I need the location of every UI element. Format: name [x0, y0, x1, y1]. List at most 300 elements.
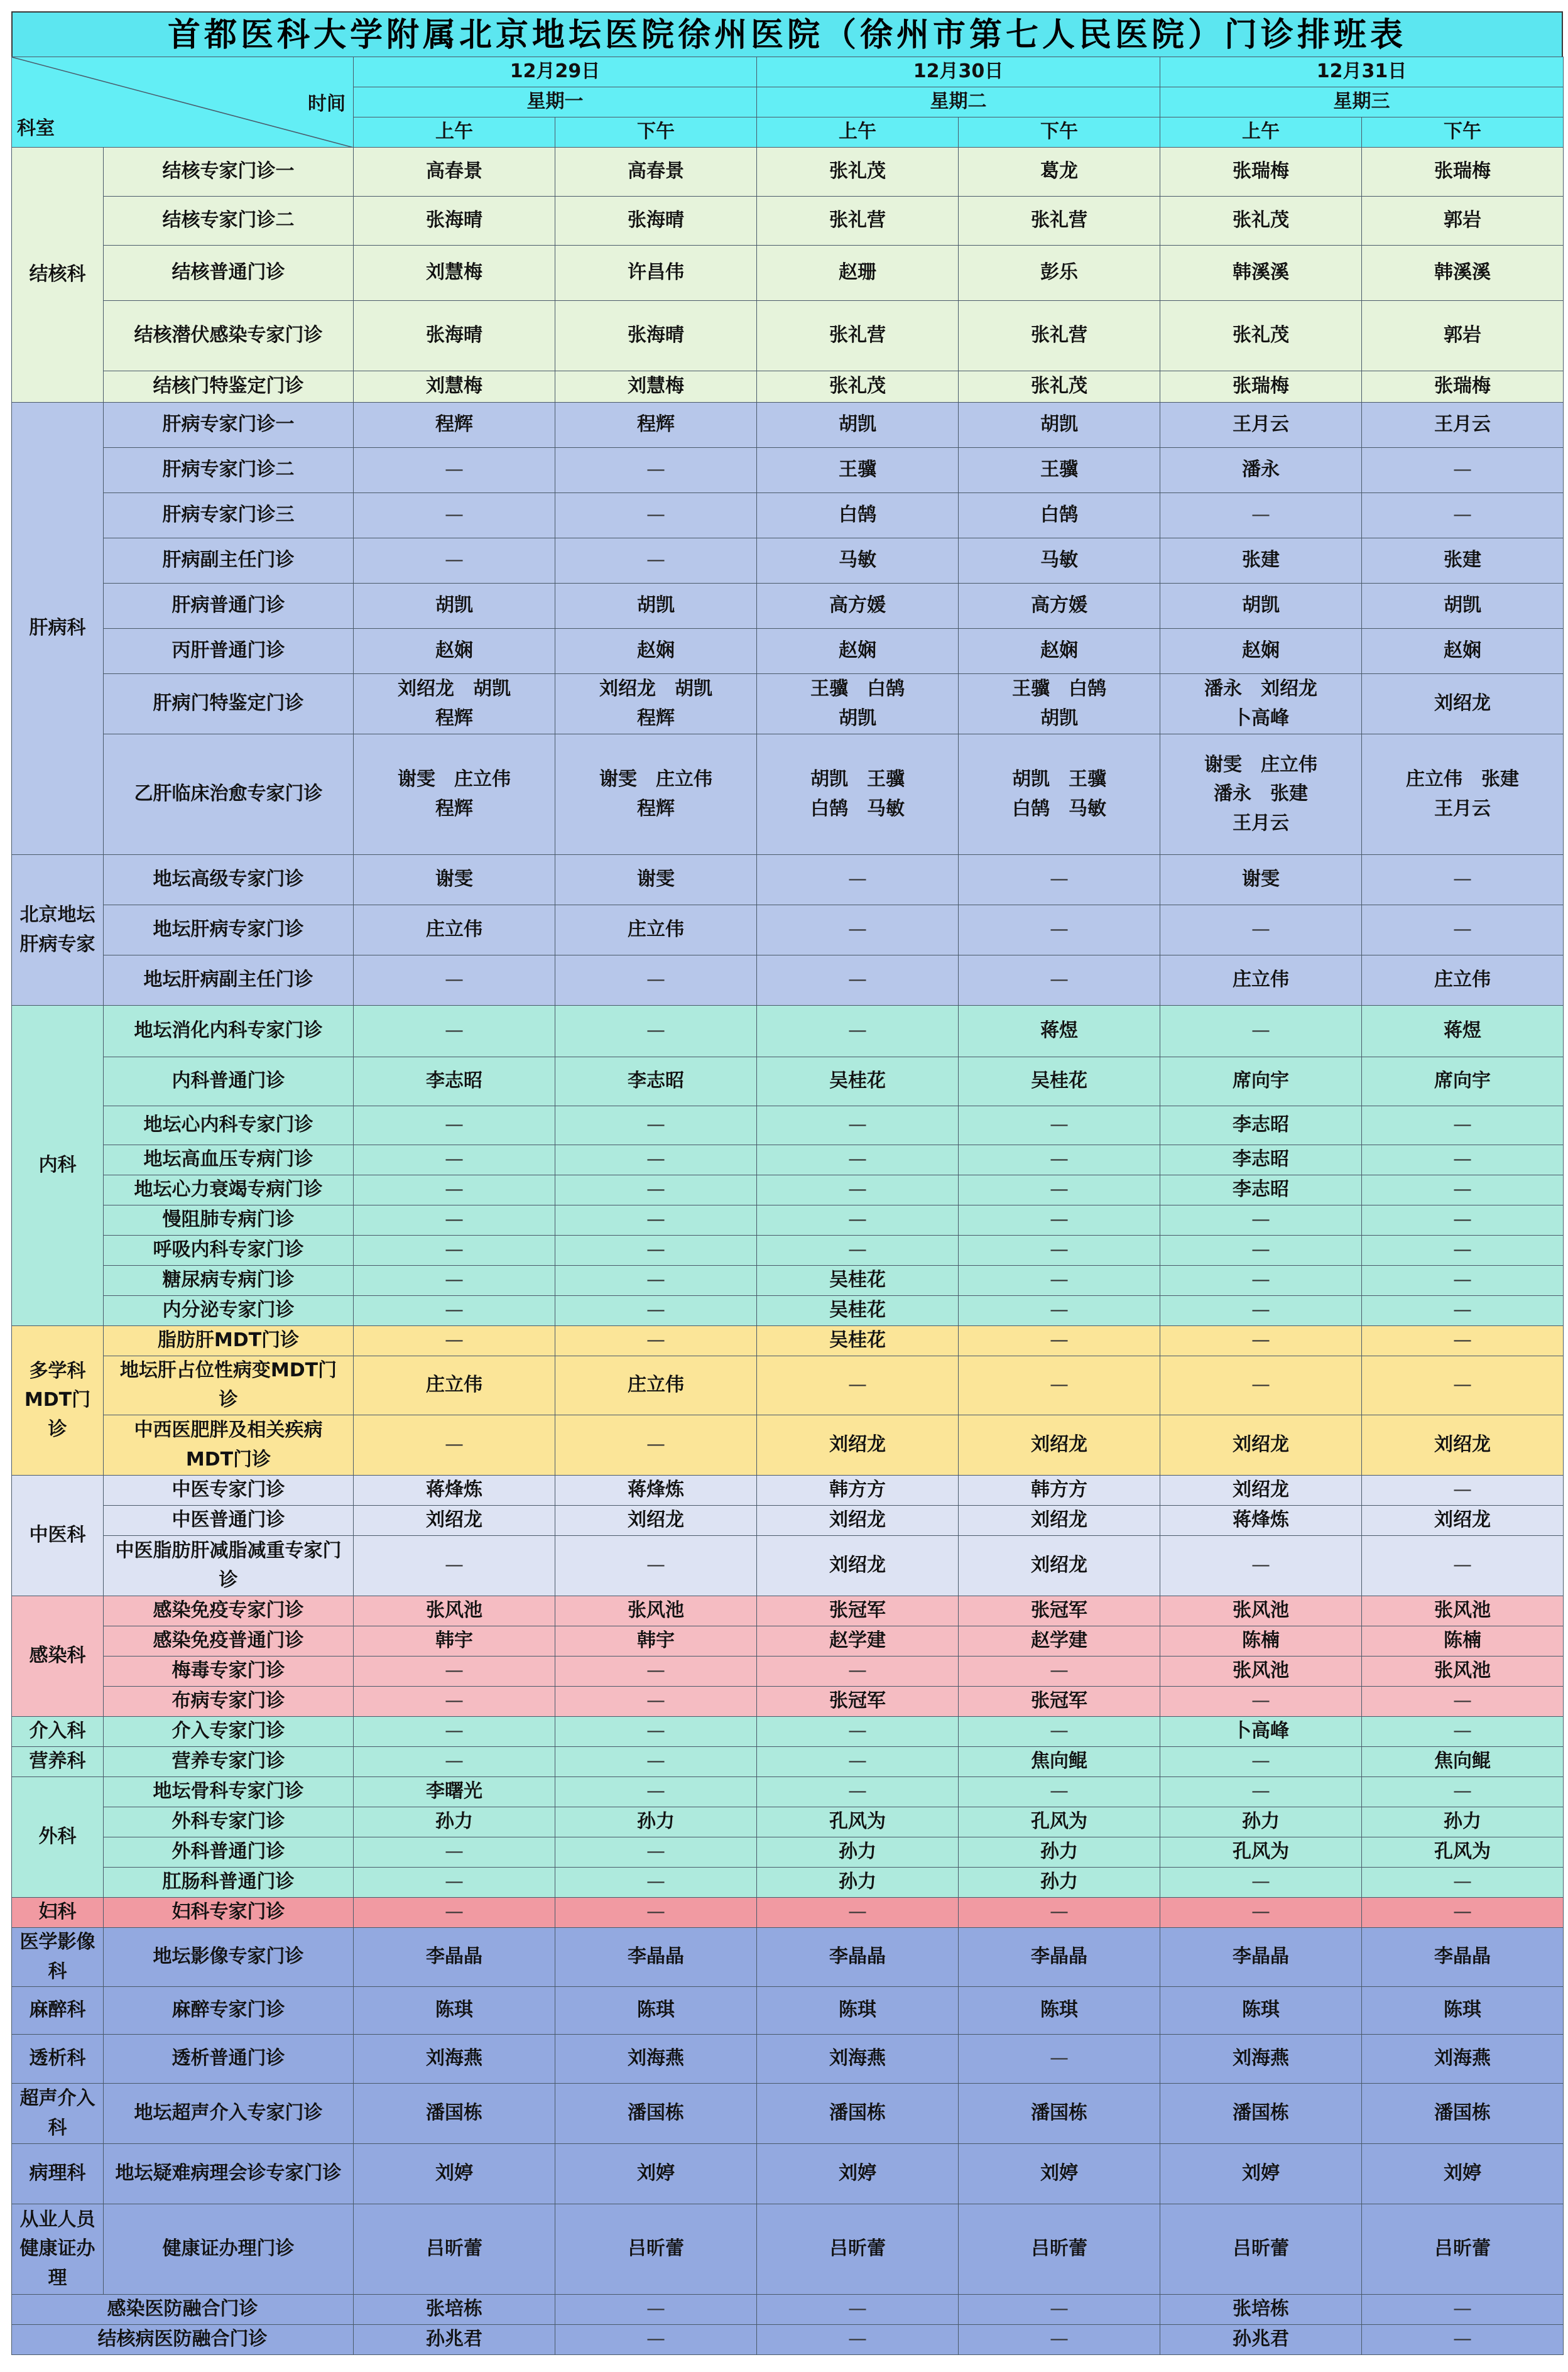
doctor-cell: 陈琪 — [555, 1987, 757, 2035]
doctor-cell: 陈楠 — [1362, 1626, 1564, 1657]
pm-header: 下午 — [555, 117, 757, 148]
doctor-cell: — — [757, 955, 959, 1006]
clinic-name: 慢阻肺专病门诊 — [104, 1205, 354, 1236]
doctor-cell: — — [555, 1657, 757, 1687]
doctor-cell: 胡凯 — [555, 584, 757, 629]
doctor-cell: 吕昕蕾 — [354, 2204, 555, 2295]
clinic-name: 中西医肥胖及相关疾病 MDT门诊 — [104, 1415, 354, 1476]
doctor-cell: — — [757, 1356, 959, 1415]
doctor-cell: — — [1160, 1747, 1362, 1777]
doctor-cell: 吕昕蕾 — [555, 2204, 757, 2295]
doctor-cell: — — [1160, 1266, 1362, 1296]
doctor-cell: — — [1160, 1006, 1362, 1057]
department-name: 从业人员 健康证办 理 — [12, 2204, 104, 2295]
doctor-cell: — — [757, 1777, 959, 1807]
doctor-cell: 张风池 — [1160, 1596, 1362, 1626]
doctor-cell: 吕昕蕾 — [959, 2204, 1160, 2295]
doctor-cell: 蒋煜 — [1362, 1006, 1564, 1057]
doctor-cell: 潘国栋 — [757, 2084, 959, 2144]
schedule-row — [12, 1006, 1564, 1057]
doctor-cell: 白鹄 — [959, 493, 1160, 538]
doctor-cell: 王骥 白鹄 胡凯 — [959, 674, 1160, 734]
doctor-cell: — — [555, 448, 757, 493]
doctor-cell: 李志昭 — [555, 1057, 757, 1106]
doctor-cell: 陈琪 — [354, 1987, 555, 2035]
doctor-cell: — — [354, 1266, 555, 1296]
doctor-cell: — — [757, 1898, 959, 1928]
clinic-name: 地坛高血压专病门诊 — [104, 1145, 354, 1175]
doctor-cell: 刘婷 — [1160, 2144, 1362, 2204]
doctor-cell: 庄立伟 — [354, 1356, 555, 1415]
clinic-name: 结核潜伏感染专家门诊 — [104, 301, 354, 371]
doctor-cell: — — [757, 1006, 959, 1057]
clinic-name: 介入专家门诊 — [104, 1717, 354, 1747]
doctor-cell: — — [354, 1205, 555, 1236]
doctor-cell: 高春景 — [354, 148, 555, 197]
doctor-cell: 赵学建 — [757, 1626, 959, 1657]
doctor-cell: 李晶晶 — [354, 1928, 555, 1987]
doctor-cell: — — [555, 1868, 757, 1898]
schedule-row — [12, 1596, 1564, 1626]
doctor-cell: 赵娴 — [757, 629, 959, 674]
doctor-cell: 郭岩 — [1362, 197, 1564, 246]
clinic-name: 结核专家门诊一 — [104, 148, 354, 197]
schedule-row — [12, 734, 1564, 855]
doctor-cell: — — [757, 1106, 959, 1145]
doctor-cell: 潘国栋 — [354, 2084, 555, 2144]
doctor-cell: 张风池 — [555, 1596, 757, 1626]
doctor-cell: — — [1362, 1717, 1564, 1747]
schedule-row — [12, 1987, 1564, 2035]
doctor-cell: 刘绍龙 胡凯 程辉 — [354, 674, 555, 734]
doctor-cell: — — [757, 1205, 959, 1236]
clinic-name: 丙肝普通门诊 — [104, 629, 354, 674]
doctor-cell: — — [354, 955, 555, 1006]
doctor-cell: 张风池 — [1160, 1657, 1362, 1687]
doctor-cell: — — [354, 1106, 555, 1145]
clinic-name: 地坛心力衰竭专病门诊 — [104, 1175, 354, 1205]
doctor-cell: — — [354, 1657, 555, 1687]
clinic-name: 地坛肝病专家门诊 — [104, 905, 354, 955]
doctor-cell: 张礼营 — [757, 197, 959, 246]
am-header: 上午 — [757, 117, 959, 148]
doctor-cell: — — [1160, 1205, 1362, 1236]
weekday-header: 星期一 — [354, 87, 757, 117]
doctor-cell: — — [1362, 1898, 1564, 1928]
schedule-table — [11, 57, 1564, 2355]
clinic-name: 布病专家门诊 — [104, 1687, 354, 1717]
schedule-row — [12, 1536, 1564, 1596]
clinic-name: 内分泌专家门诊 — [104, 1296, 354, 1326]
clinic-name: 结核病医防融合门诊 — [12, 2325, 354, 2355]
doctor-cell: 马敏 — [757, 538, 959, 584]
clinic-name: 地坛消化内科专家门诊 — [104, 1006, 354, 1057]
schedule-row — [12, 1898, 1564, 1928]
schedule-row — [12, 1777, 1564, 1807]
doctor-cell: 孙兆君 — [354, 2325, 555, 2355]
doctor-cell: 刘海燕 — [1160, 2035, 1362, 2084]
clinic-name: 梅毒专家门诊 — [104, 1657, 354, 1687]
doctor-cell: 谢雯 庄立伟 潘永 张建 王月云 — [1160, 734, 1362, 855]
doctor-cell: 吕昕蕾 — [757, 2204, 959, 2295]
doctor-cell: — — [757, 1236, 959, 1266]
doctor-cell: — — [959, 1145, 1160, 1175]
doctor-cell: — — [1160, 1868, 1362, 1898]
department-name: 内科 — [12, 1006, 104, 1326]
doctor-cell: — — [959, 1657, 1160, 1687]
doctor-cell: 李志昭 — [1160, 1175, 1362, 1205]
schedule-row — [12, 1837, 1564, 1868]
doctor-cell: — — [354, 538, 555, 584]
doctor-cell: 韩方方 — [757, 1476, 959, 1506]
doctor-cell: 吴桂花 — [757, 1057, 959, 1106]
doctor-cell: — — [1362, 2325, 1564, 2355]
doctor-cell: 张瑞梅 — [1160, 148, 1362, 197]
doctor-cell: — — [354, 1006, 555, 1057]
corner-diagonal — [12, 57, 354, 148]
schedule-row — [12, 493, 1564, 538]
doctor-cell: 陈琪 — [1362, 1987, 1564, 2035]
doctor-cell: 潘国栋 — [959, 2084, 1160, 2144]
doctor-cell: 张建 — [1160, 538, 1362, 584]
doctor-cell: 胡凯 王骥 白鹄 马敏 — [757, 734, 959, 855]
doctor-cell: 李晶晶 — [1160, 1928, 1362, 1987]
doctor-cell: 白鹄 — [757, 493, 959, 538]
clinic-name: 地坛肝占位性病变MDT门 诊 — [104, 1356, 354, 1415]
doctor-cell: 张培栋 — [354, 2295, 555, 2325]
doctor-cell: — — [1362, 1266, 1564, 1296]
doctor-cell: — — [1362, 855, 1564, 905]
doctor-cell: 张冠军 — [959, 1596, 1160, 1626]
doctor-cell: 胡凯 王骥 白鹄 马敏 — [959, 734, 1160, 855]
page-title: 首都医科大学附属北京地坛医院徐州医院（徐州市第七人民医院）门诊排班表 — [11, 11, 1563, 57]
schedule-row — [12, 2144, 1564, 2204]
doctor-cell: — — [1160, 1356, 1362, 1415]
doctor-cell: — — [1160, 905, 1362, 955]
schedule-row — [12, 448, 1564, 493]
doctor-cell: 王月云 — [1160, 403, 1362, 448]
doctor-cell: 胡凯 — [1362, 584, 1564, 629]
doctor-cell: — — [555, 955, 757, 1006]
schedule-row — [12, 371, 1564, 403]
doctor-cell: — — [1362, 448, 1564, 493]
doctor-cell: — — [1362, 1326, 1564, 1356]
clinic-name: 地坛影像专家门诊 — [104, 1928, 354, 1987]
doctor-cell: 程辉 — [555, 403, 757, 448]
doctor-cell: 吴桂花 — [757, 1326, 959, 1356]
schedule-row — [12, 1868, 1564, 1898]
doctor-cell: — — [354, 493, 555, 538]
doctor-cell: 张礼茂 — [1160, 301, 1362, 371]
schedule-row — [12, 1296, 1564, 1326]
doctor-cell: — — [757, 905, 959, 955]
schedule-row — [12, 1476, 1564, 1506]
schedule-row — [12, 1626, 1564, 1657]
doctor-cell: — — [354, 1898, 555, 1928]
doctor-cell: 陈楠 — [1160, 1626, 1362, 1657]
doctor-cell: — — [1160, 1898, 1362, 1928]
department-name: 营养科 — [12, 1747, 104, 1777]
doctor-cell: 赵娴 — [1160, 629, 1362, 674]
doctor-cell: 程辉 — [354, 403, 555, 448]
am-header: 上午 — [354, 117, 555, 148]
doctor-cell: 张瑞梅 — [1160, 371, 1362, 403]
doctor-cell: 孙力 — [1362, 1807, 1564, 1837]
doctor-cell: — — [555, 1837, 757, 1868]
doctor-cell: 韩溪溪 — [1160, 246, 1362, 301]
clinic-name: 中医普通门诊 — [104, 1506, 354, 1536]
clinic-name: 结核门特鉴定门诊 — [104, 371, 354, 403]
doctor-cell: — — [959, 855, 1160, 905]
doctor-cell: 谢雯 庄立伟 程辉 — [354, 734, 555, 855]
doctor-cell: — — [354, 448, 555, 493]
schedule-row — [12, 629, 1564, 674]
doctor-cell: 孙力 — [555, 1807, 757, 1837]
clinic-name: 地坛心内科专家门诊 — [104, 1106, 354, 1145]
doctor-cell: 张礼茂 — [757, 148, 959, 197]
schedule-row — [12, 2295, 1564, 2325]
doctor-cell: 刘绍龙 — [959, 1415, 1160, 1476]
schedule-row — [12, 1717, 1564, 1747]
doctor-cell: 胡凯 — [959, 403, 1160, 448]
doctor-cell: — — [1362, 1106, 1564, 1145]
doctor-cell: 王骥 白鹄 胡凯 — [757, 674, 959, 734]
doctor-cell: — — [555, 1717, 757, 1747]
doctor-cell: 刘绍龙 — [1362, 1415, 1564, 1476]
schedule-row — [12, 1928, 1564, 1987]
department-name: 超声介入 科 — [12, 2084, 104, 2144]
clinic-name: 感染免疫专家门诊 — [104, 1596, 354, 1626]
doctor-cell: 刘慧梅 — [555, 371, 757, 403]
doctor-cell: — — [555, 2325, 757, 2355]
schedule-row — [12, 584, 1564, 629]
doctor-cell: — — [354, 1415, 555, 1476]
doctor-cell: — — [1362, 1687, 1564, 1717]
doctor-cell: 吴桂花 — [757, 1296, 959, 1326]
doctor-cell: — — [757, 855, 959, 905]
doctor-cell: 陈琪 — [1160, 1987, 1362, 2035]
doctor-cell: — — [757, 1145, 959, 1175]
doctor-cell: — — [959, 1236, 1160, 1266]
schedule-row — [12, 674, 1564, 734]
doctor-cell: — — [959, 1777, 1160, 1807]
department-name: 病理科 — [12, 2144, 104, 2204]
doctor-cell: 张瑞梅 — [1362, 371, 1564, 403]
schedule-row — [12, 1356, 1564, 1415]
doctor-cell: — — [757, 1657, 959, 1687]
doctor-cell: 韩溪溪 — [1362, 246, 1564, 301]
doctor-cell: 蒋煜 — [959, 1006, 1160, 1057]
doctor-cell: 庄立伟 — [354, 905, 555, 955]
doctor-cell: — — [354, 1868, 555, 1898]
doctor-cell: — — [1362, 1536, 1564, 1596]
doctor-cell: — — [354, 1326, 555, 1356]
doctor-cell: — — [1160, 1687, 1362, 1717]
doctor-cell: — — [555, 1106, 757, 1145]
department-name: 感染科 — [12, 1596, 104, 1717]
doctor-cell: 孙力 — [1160, 1807, 1362, 1837]
doctor-cell: — — [1160, 1536, 1362, 1596]
department-name: 中医科 — [12, 1476, 104, 1596]
doctor-cell: — — [555, 1266, 757, 1296]
doctor-cell: 李志昭 — [1160, 1106, 1362, 1145]
doctor-cell: 李志昭 — [1160, 1145, 1362, 1175]
doctor-cell: — — [1362, 1777, 1564, 1807]
doctor-cell: 高方媛 — [959, 584, 1160, 629]
schedule-row — [12, 1415, 1564, 1476]
doctor-cell: 刘绍龙 — [757, 1506, 959, 1536]
doctor-cell: 张培栋 — [1160, 2295, 1362, 2325]
doctor-cell: 刘绍龙 — [959, 1506, 1160, 1536]
doctor-cell: — — [555, 2295, 757, 2325]
doctor-cell: 潘国栋 — [1160, 2084, 1362, 2144]
schedule-row — [12, 1205, 1564, 1236]
doctor-cell: 吕昕蕾 — [1362, 2204, 1564, 2295]
department-name: 透析科 — [12, 2035, 104, 2084]
clinic-name: 地坛肝病副主任门诊 — [104, 955, 354, 1006]
clinic-name: 透析普通门诊 — [104, 2035, 354, 2084]
doctor-cell: 孔风为 — [1362, 1837, 1564, 1868]
schedule-row — [12, 1687, 1564, 1717]
clinic-name: 肝病专家门诊一 — [104, 403, 354, 448]
doctor-cell: 席向宇 — [1362, 1057, 1564, 1106]
doctor-cell: 陈琪 — [959, 1987, 1160, 2035]
doctor-cell: 刘慧梅 — [354, 371, 555, 403]
doctor-cell: 李晶晶 — [1362, 1928, 1564, 1987]
doctor-cell: — — [555, 493, 757, 538]
schedule-row — [12, 538, 1564, 584]
doctor-cell: 张礼茂 — [757, 371, 959, 403]
doctor-cell: 李晶晶 — [757, 1928, 959, 1987]
clinic-name: 中医专家门诊 — [104, 1476, 354, 1506]
doctor-cell: — — [1362, 905, 1564, 955]
doctor-cell: — — [555, 538, 757, 584]
doctor-cell: 吴桂花 — [959, 1057, 1160, 1106]
doctor-cell: 赵娴 — [555, 629, 757, 674]
doctor-cell: — — [555, 1326, 757, 1356]
doctor-cell: 葛龙 — [959, 148, 1160, 197]
doctor-cell: — — [959, 1175, 1160, 1205]
clinic-name: 地坛高级专家门诊 — [104, 855, 354, 905]
pm-header: 下午 — [1362, 117, 1564, 148]
doctor-cell: 马敏 — [959, 538, 1160, 584]
doctor-cell: — — [757, 1747, 959, 1777]
department-name: 结核科 — [12, 148, 104, 403]
doctor-cell: — — [555, 1747, 757, 1777]
doctor-cell: 孔风为 — [959, 1807, 1160, 1837]
doctor-cell: 蒋烽炼 — [354, 1476, 555, 1506]
doctor-cell: 胡凯 — [757, 403, 959, 448]
doctor-cell: 蒋烽炼 — [555, 1476, 757, 1506]
doctor-cell: 赵娴 — [959, 629, 1160, 674]
doctor-cell: — — [959, 1296, 1160, 1326]
doctor-cell: 韩方方 — [959, 1476, 1160, 1506]
doctor-cell: 刘婷 — [1362, 2144, 1564, 2204]
doctor-cell: — — [959, 2325, 1160, 2355]
clinic-name: 结核普通门诊 — [104, 246, 354, 301]
doctor-cell: — — [1362, 1205, 1564, 1236]
schedule-row — [12, 403, 1564, 448]
doctor-cell: 赵娴 — [354, 629, 555, 674]
doctor-cell: 刘海燕 — [555, 2035, 757, 2084]
doctor-cell: — — [959, 1326, 1160, 1356]
doctor-cell: 张冠军 — [757, 1687, 959, 1717]
schedule-row — [12, 148, 1564, 197]
schedule-row — [12, 1506, 1564, 1536]
weekday-header: 星期二 — [757, 87, 1160, 117]
doctor-cell: — — [354, 1536, 555, 1596]
doctor-cell: 李晶晶 — [959, 1928, 1160, 1987]
doctor-cell: 赵娴 — [1362, 629, 1564, 674]
doctor-cell: 庄立伟 张建 王月云 — [1362, 734, 1564, 855]
doctor-cell: — — [555, 1687, 757, 1717]
clinic-name: 健康证办理门诊 — [104, 2204, 354, 2295]
schedule-row — [12, 1236, 1564, 1266]
clinic-name: 感染免疫普通门诊 — [104, 1626, 354, 1657]
clinic-name: 肝病门特鉴定门诊 — [104, 674, 354, 734]
schedule-row — [12, 855, 1564, 905]
doctor-cell: 胡凯 — [354, 584, 555, 629]
doctor-cell: 潘国栋 — [1362, 2084, 1564, 2144]
doctor-cell: 刘婷 — [757, 2144, 959, 2204]
doctor-cell: — — [959, 1205, 1160, 1236]
schedule-row — [12, 1106, 1564, 1145]
dept-label: 科室 — [17, 117, 55, 139]
doctor-cell: 谢雯 — [555, 855, 757, 905]
schedule-row — [12, 2325, 1564, 2355]
schedule-row — [12, 1145, 1564, 1175]
doctor-cell: — — [959, 1106, 1160, 1145]
doctor-cell: — — [959, 905, 1160, 955]
doctor-cell: 张冠军 — [757, 1596, 959, 1626]
doctor-cell: — — [1362, 1175, 1564, 1205]
department-name: 医学影像 科 — [12, 1928, 104, 1987]
schedule-row — [12, 1747, 1564, 1777]
doctor-cell: 郭岩 — [1362, 301, 1564, 371]
doctor-cell: — — [757, 1717, 959, 1747]
doctor-cell: 赵学建 — [959, 1626, 1160, 1657]
doctor-cell: 王骥 — [959, 448, 1160, 493]
doctor-cell: — — [555, 1296, 757, 1326]
doctor-cell: — — [354, 1175, 555, 1205]
doctor-cell: — — [757, 1175, 959, 1205]
clinic-name: 麻醉专家门诊 — [104, 1987, 354, 2035]
doctor-cell: — — [959, 1717, 1160, 1747]
doctor-cell: 张海晴 — [555, 197, 757, 246]
doctor-cell: 张风池 — [354, 1596, 555, 1626]
doctor-cell: 吴桂花 — [757, 1266, 959, 1296]
doctor-cell: — — [959, 1266, 1160, 1296]
schedule-row — [12, 1326, 1564, 1356]
doctor-cell: — — [1362, 493, 1564, 538]
schedule-row — [12, 1175, 1564, 1205]
department-name: 介入科 — [12, 1717, 104, 1747]
doctor-cell: — — [354, 1717, 555, 1747]
doctor-cell: — — [354, 1236, 555, 1266]
doctor-cell: 张礼茂 — [959, 371, 1160, 403]
schedule-sheet — [11, 11, 1563, 2355]
doctor-cell: — — [959, 1356, 1160, 1415]
doctor-cell: 潘永 — [1160, 448, 1362, 493]
schedule-row — [12, 197, 1564, 246]
doctor-cell: 张海晴 — [354, 301, 555, 371]
doctor-cell: 刘海燕 — [1362, 2035, 1564, 2084]
clinic-name: 中医脂肪肝减脂减重专家门 诊 — [104, 1536, 354, 1596]
doctor-cell: 刘婷 — [555, 2144, 757, 2204]
clinic-name: 肝病普通门诊 — [104, 584, 354, 629]
doctor-cell: — — [555, 1175, 757, 1205]
schedule-row — [12, 1266, 1564, 1296]
